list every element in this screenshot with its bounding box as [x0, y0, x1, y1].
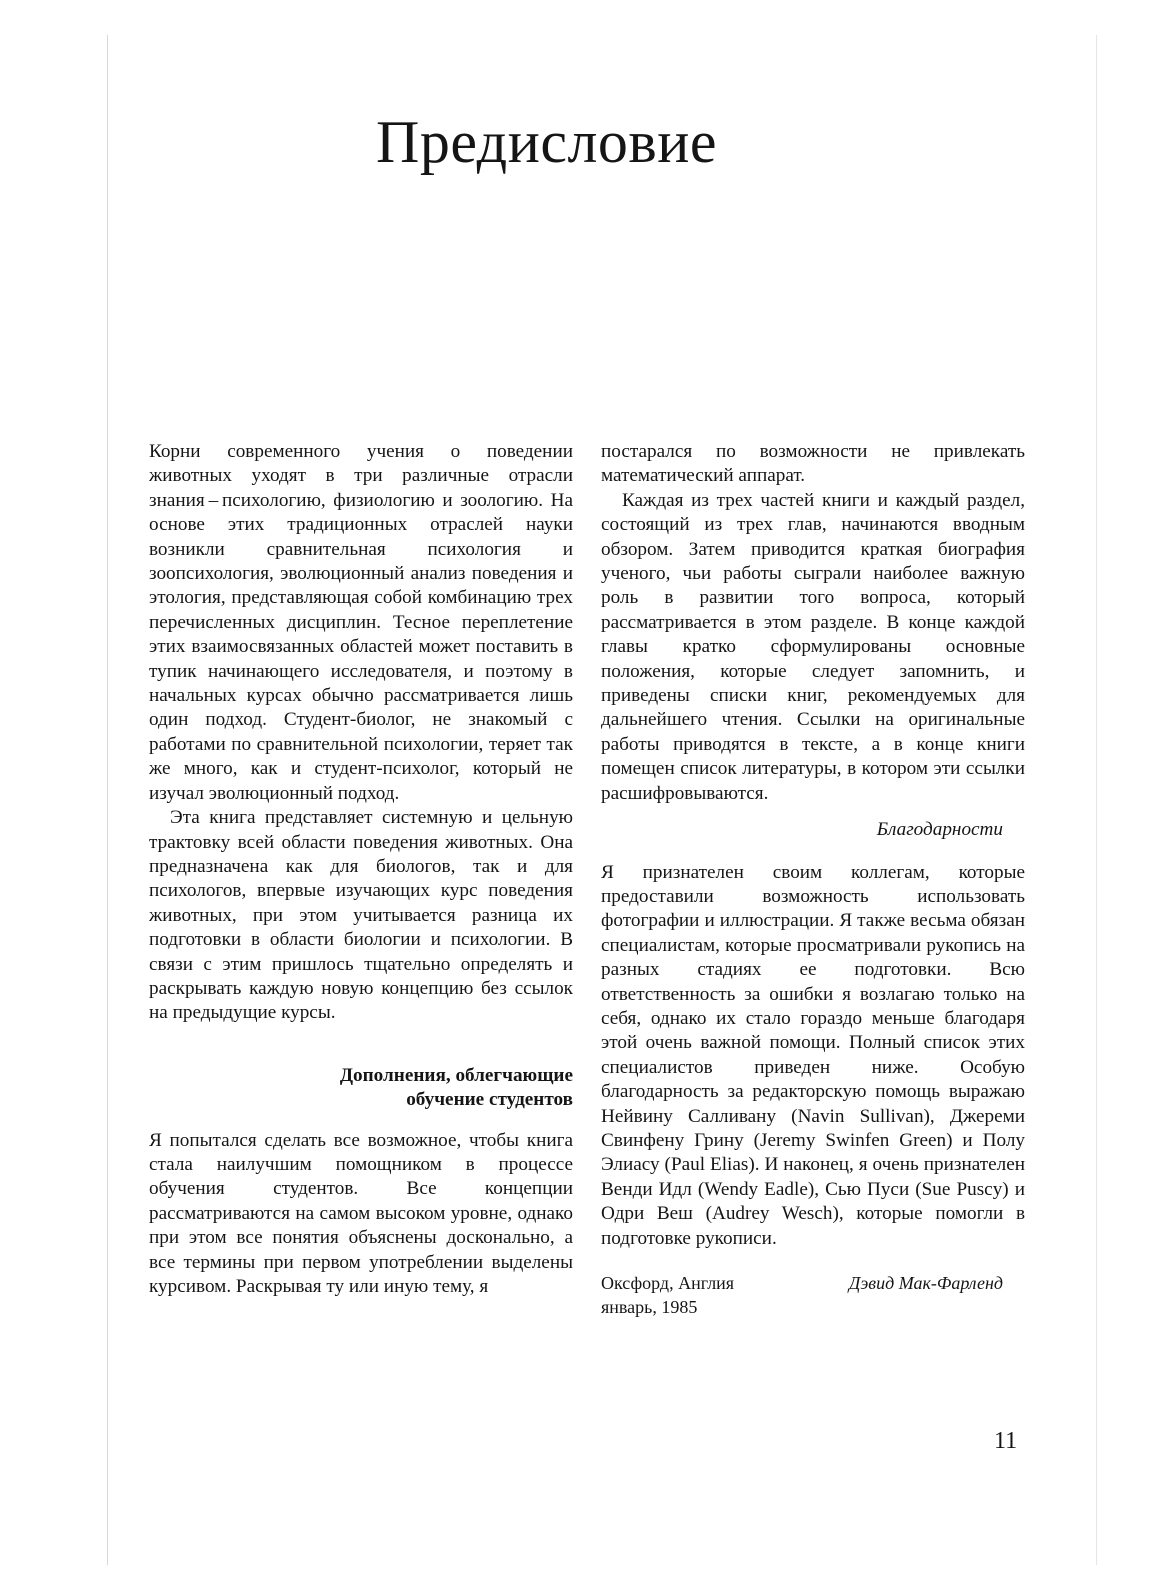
body-paragraph: Я попытался сделать все возможное, чтобы книга стала наилучшим помощником в процессе обучения студентов. Все концепции рассматриваются на самом высоком уровне, однако при этом все понятия объяснены досконально, а все термины при первом употреблении выделены курсивом. Раскрывая ту или иную тему, я	[149, 1129, 573, 1297]
right-column	[601, 440, 1025, 1319]
body-paragraph: Каждая из трех частей книги и каждый раздел, состоящий из трех глав, начинаются вводным обзором. Затем приводится краткая биография ученого, чьи работы сыграли наиболее важную роль в развитии того вопроса, который рассматривается в этом разделе. В конце каждой главы кратко сформулированы основные положения, которые следует запомнить, и приведены списки книг, рекомендуемых для дальнейшего чтения. Ссылки на оригинальные работы приводятся в тексте, а в конце книги помещен список литературы, в котором эти ссылки расшифровываются.	[601, 489, 1025, 804]
signature-block	[601, 1271, 1025, 1319]
body-paragraph: Я признателен своим коллегам, которые предоставили возможность использовать фотографии и иллюстрации. Я также весьма обязан специалистам, которые просматривали рукопись на разных стадиях ее подготовки. Всю ответственность за ошибки я возлагаю только на себя, однако их стало гораздо меньше благодаря этой очень важной помощи. Полный список этих специалистов приведен ниже. Особую благодарность за редакторскую помощь выражаю Нейвину Салливану (Navin Sullivan), Джереми Свинфену Грину (Jeremy Swinfen Green) и Полу Элиасу (Paul Elias). И наконец, я очень признателен Венди Идл (Wendy Eadle), Сью Пуси (Sue Puscy) и Одри Веш (Audrey Wesch), которые помогли в подготовке рукописи.	[601, 861, 1025, 1249]
body-paragraph: Эта книга представляет системную и цельную трактовку всей области поведения животных. Она предназначена как для биологов, так и для психологов, впервые изучающих курс поведения животных, при этом учитывается разница их подготовки в области биологии и психологии. В связи с этим пришлось тщательно определять и раскрывать каждую новую концепцию без ссылок на предыдущие курсы.	[149, 807, 573, 1024]
left-column	[149, 440, 573, 1299]
signature-place: Оксфорд, Англия	[601, 1273, 735, 1293]
section-heading	[149, 1064, 573, 1113]
section-heading-line: обучение студентов	[406, 1089, 573, 1111]
signature-date: январь, 1985	[601, 1297, 698, 1317]
page-title: Предисловие	[376, 109, 717, 175]
page-edge-left	[107, 35, 108, 1565]
body-paragraph: постарался по возможности не привлекать математический аппарат.	[601, 441, 1025, 487]
page-edge-right	[1096, 35, 1097, 1565]
page-number: 11	[994, 1428, 1018, 1454]
section-heading-line: Дополнения, облегчающие	[339, 1064, 573, 1086]
signature-author: Дэвид Мак-Фарленд	[848, 1273, 1003, 1293]
signature-place-date	[601, 1271, 734, 1319]
acknowledgements-heading: Благодарности	[876, 819, 1003, 841]
body-paragraph: Корни современного учения о поведении животных уходят в три различные отрасли знания – психологию, физиологию и зоологию. На основе этих традиционных отраслей науки возникли сравнительная психология и зоопсихология, эволюционный анализ поведения и этология, представляющая собой комбинацию трех перечисленных дисциплин. Тесное переплетение этих взаимосвязанных областей может поставить в тупик начинающего исследователя, и поэтому в начальных курсах обычно рассматривается лишь один подход. Студент-биолог, не знакомый с работами по сравнительной психологии, теряет так же много, как и студент-психолог, который не изучал эволюционный подход.	[149, 441, 573, 804]
